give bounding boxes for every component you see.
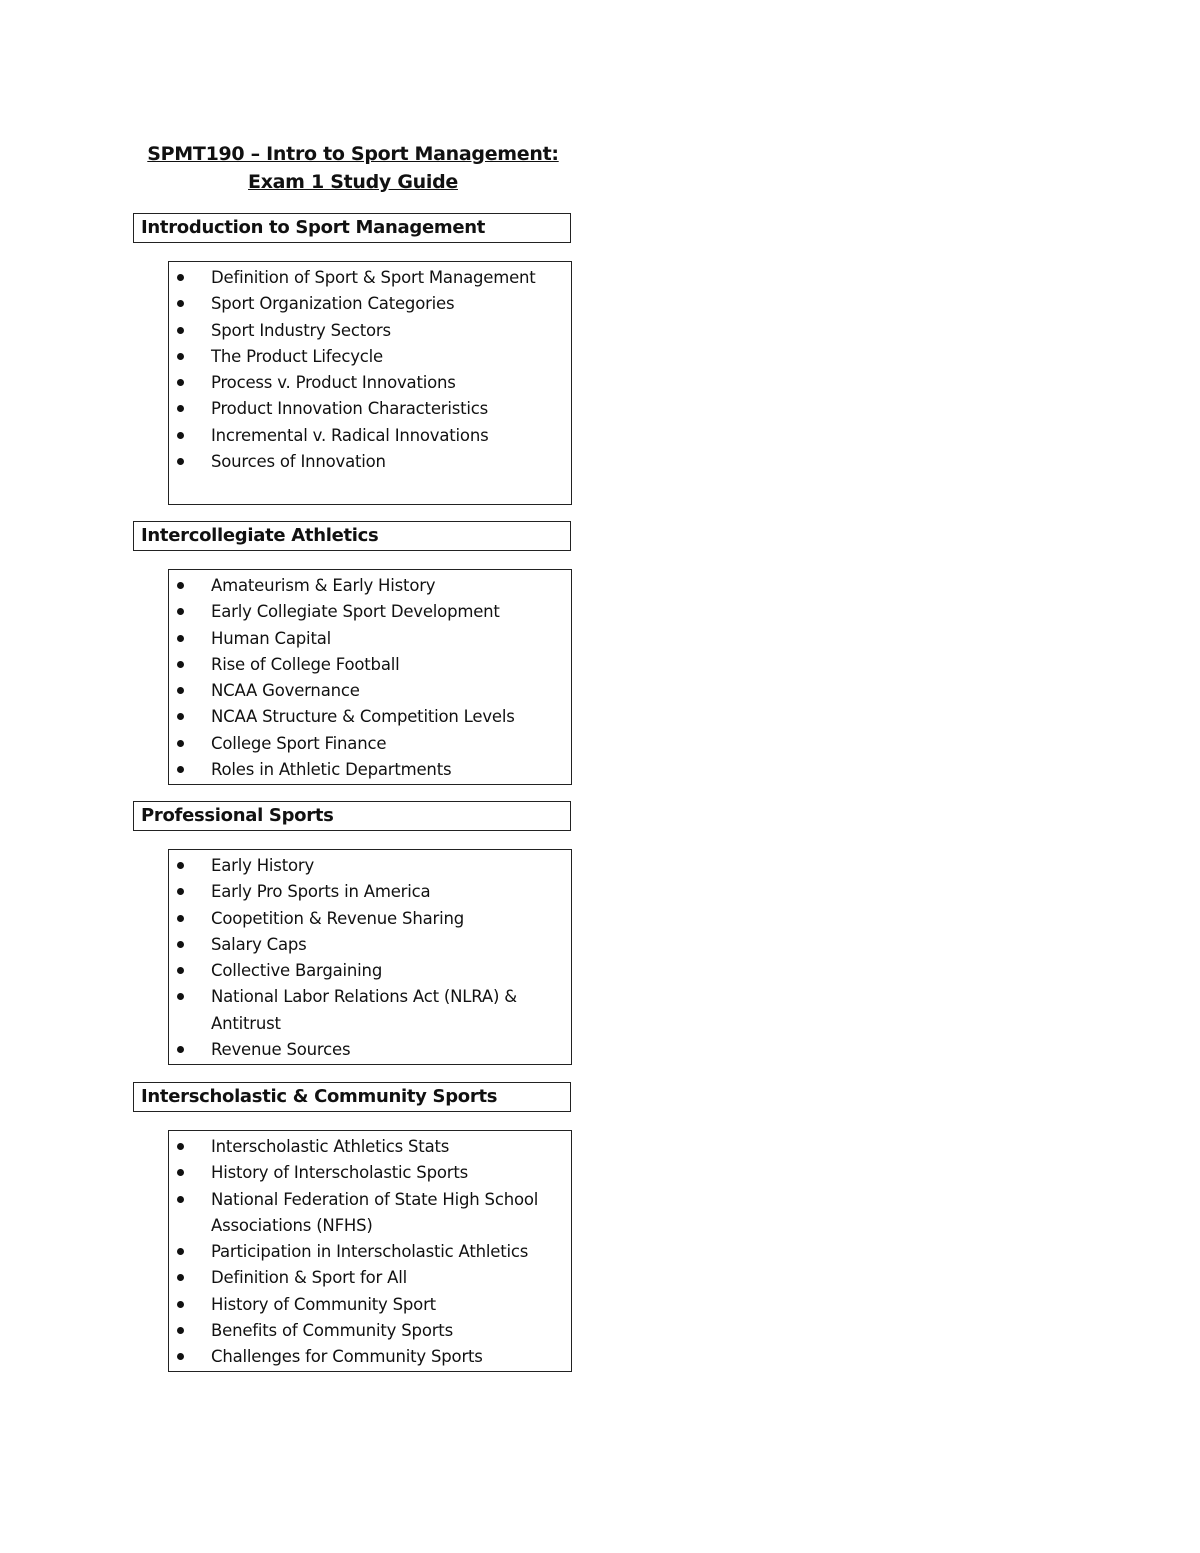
list-item: Roles in Athletic Departments — [169, 757, 571, 783]
topic-list-interscholastic — [169, 1134, 571, 1371]
bullet-icon — [177, 740, 184, 747]
topic-box-intro — [168, 261, 572, 505]
list-item: Benefits of Community Sports — [169, 1318, 571, 1344]
list-item: Amateurism & Early History — [169, 573, 571, 599]
list-item: Salary Caps — [169, 932, 571, 958]
list-item: Interscholastic Athletics Stats — [169, 1134, 571, 1160]
bullet-icon — [177, 353, 184, 360]
topic-list-intercollegiate — [169, 573, 571, 783]
bullet-icon — [177, 432, 184, 439]
topic-box-intercollegiate — [168, 569, 572, 785]
bullet-icon — [177, 1301, 184, 1308]
document-title — [133, 140, 573, 196]
list-item: The Product Lifecycle — [169, 344, 571, 370]
list-item: National Labor Relations Act (NLRA) & Antitrust — [169, 984, 571, 1037]
bullet-icon — [177, 713, 184, 720]
bullet-icon — [177, 687, 184, 694]
section-heading-intercollegiate: Intercollegiate Athletics — [133, 521, 571, 551]
bullet-icon — [177, 941, 184, 948]
bullet-icon — [177, 327, 184, 334]
bullet-icon — [177, 635, 184, 642]
list-item: Sport Organization Categories — [169, 291, 571, 317]
bullet-icon — [177, 582, 184, 589]
list-item: Revenue Sources — [169, 1037, 571, 1063]
topic-box-interscholastic — [168, 1130, 572, 1372]
list-item: Coopetition & Revenue Sharing — [169, 906, 571, 932]
list-item: NCAA Structure & Competition Levels — [169, 704, 571, 730]
bullet-icon — [177, 967, 184, 974]
list-item: Product Innovation Characteristics — [169, 396, 571, 422]
list-item: College Sport Finance — [169, 731, 571, 757]
list-item: Early Collegiate Sport Development — [169, 599, 571, 625]
list-item: Process v. Product Innovations — [169, 370, 571, 396]
bullet-icon — [177, 1046, 184, 1053]
bullet-icon — [177, 405, 184, 412]
list-item: Early History — [169, 853, 571, 879]
list-item: Human Capital — [169, 626, 571, 652]
list-item: Collective Bargaining — [169, 958, 571, 984]
bullet-icon — [177, 1248, 184, 1255]
bullet-icon — [177, 1327, 184, 1334]
bullet-icon — [177, 915, 184, 922]
bullet-icon — [177, 993, 184, 1000]
bullet-icon — [177, 379, 184, 386]
list-item: Definition & Sport for All — [169, 1265, 571, 1291]
bullet-icon — [177, 766, 184, 773]
section-heading-intro: Introduction to Sport Management — [133, 213, 571, 243]
list-item: Challenges for Community Sports — [169, 1344, 571, 1370]
bullet-icon — [177, 608, 184, 615]
list-item: Incremental v. Radical Innovations — [169, 423, 571, 449]
bullet-icon — [177, 1196, 184, 1203]
bullet-icon — [177, 888, 184, 895]
list-item: National Federation of State High School Associations (NFHS) — [169, 1187, 571, 1240]
bullet-icon — [177, 300, 184, 307]
bullet-icon — [177, 862, 184, 869]
topic-list-intro — [169, 265, 571, 475]
list-item: History of Interscholastic Sports — [169, 1160, 571, 1186]
bullet-icon — [177, 1353, 184, 1360]
list-item: Participation in Interscholastic Athletics — [169, 1239, 571, 1265]
bullet-icon — [177, 1274, 184, 1281]
list-item: Sources of Innovation — [169, 449, 571, 475]
list-item: Sport Industry Sectors — [169, 318, 571, 344]
title-line-1: SPMT190 – Intro to Sport Management: — [147, 143, 559, 165]
section-heading-professional: Professional Sports — [133, 801, 571, 831]
section-heading-interscholastic: Interscholastic & Community Sports — [133, 1082, 571, 1112]
title-line-2: Exam 1 Study Guide — [248, 171, 458, 193]
bullet-icon — [177, 274, 184, 281]
bullet-icon — [177, 1143, 184, 1150]
list-item: Early Pro Sports in America — [169, 879, 571, 905]
topic-box-professional — [168, 849, 572, 1065]
topic-list-professional — [169, 853, 571, 1063]
list-item: NCAA Governance — [169, 678, 571, 704]
list-item: Definition of Sport & Sport Management — [169, 265, 571, 291]
bullet-icon — [177, 458, 184, 465]
bullet-icon — [177, 1169, 184, 1176]
list-item: Rise of College Football — [169, 652, 571, 678]
bullet-icon — [177, 661, 184, 668]
list-item: History of Community Sport — [169, 1292, 571, 1318]
